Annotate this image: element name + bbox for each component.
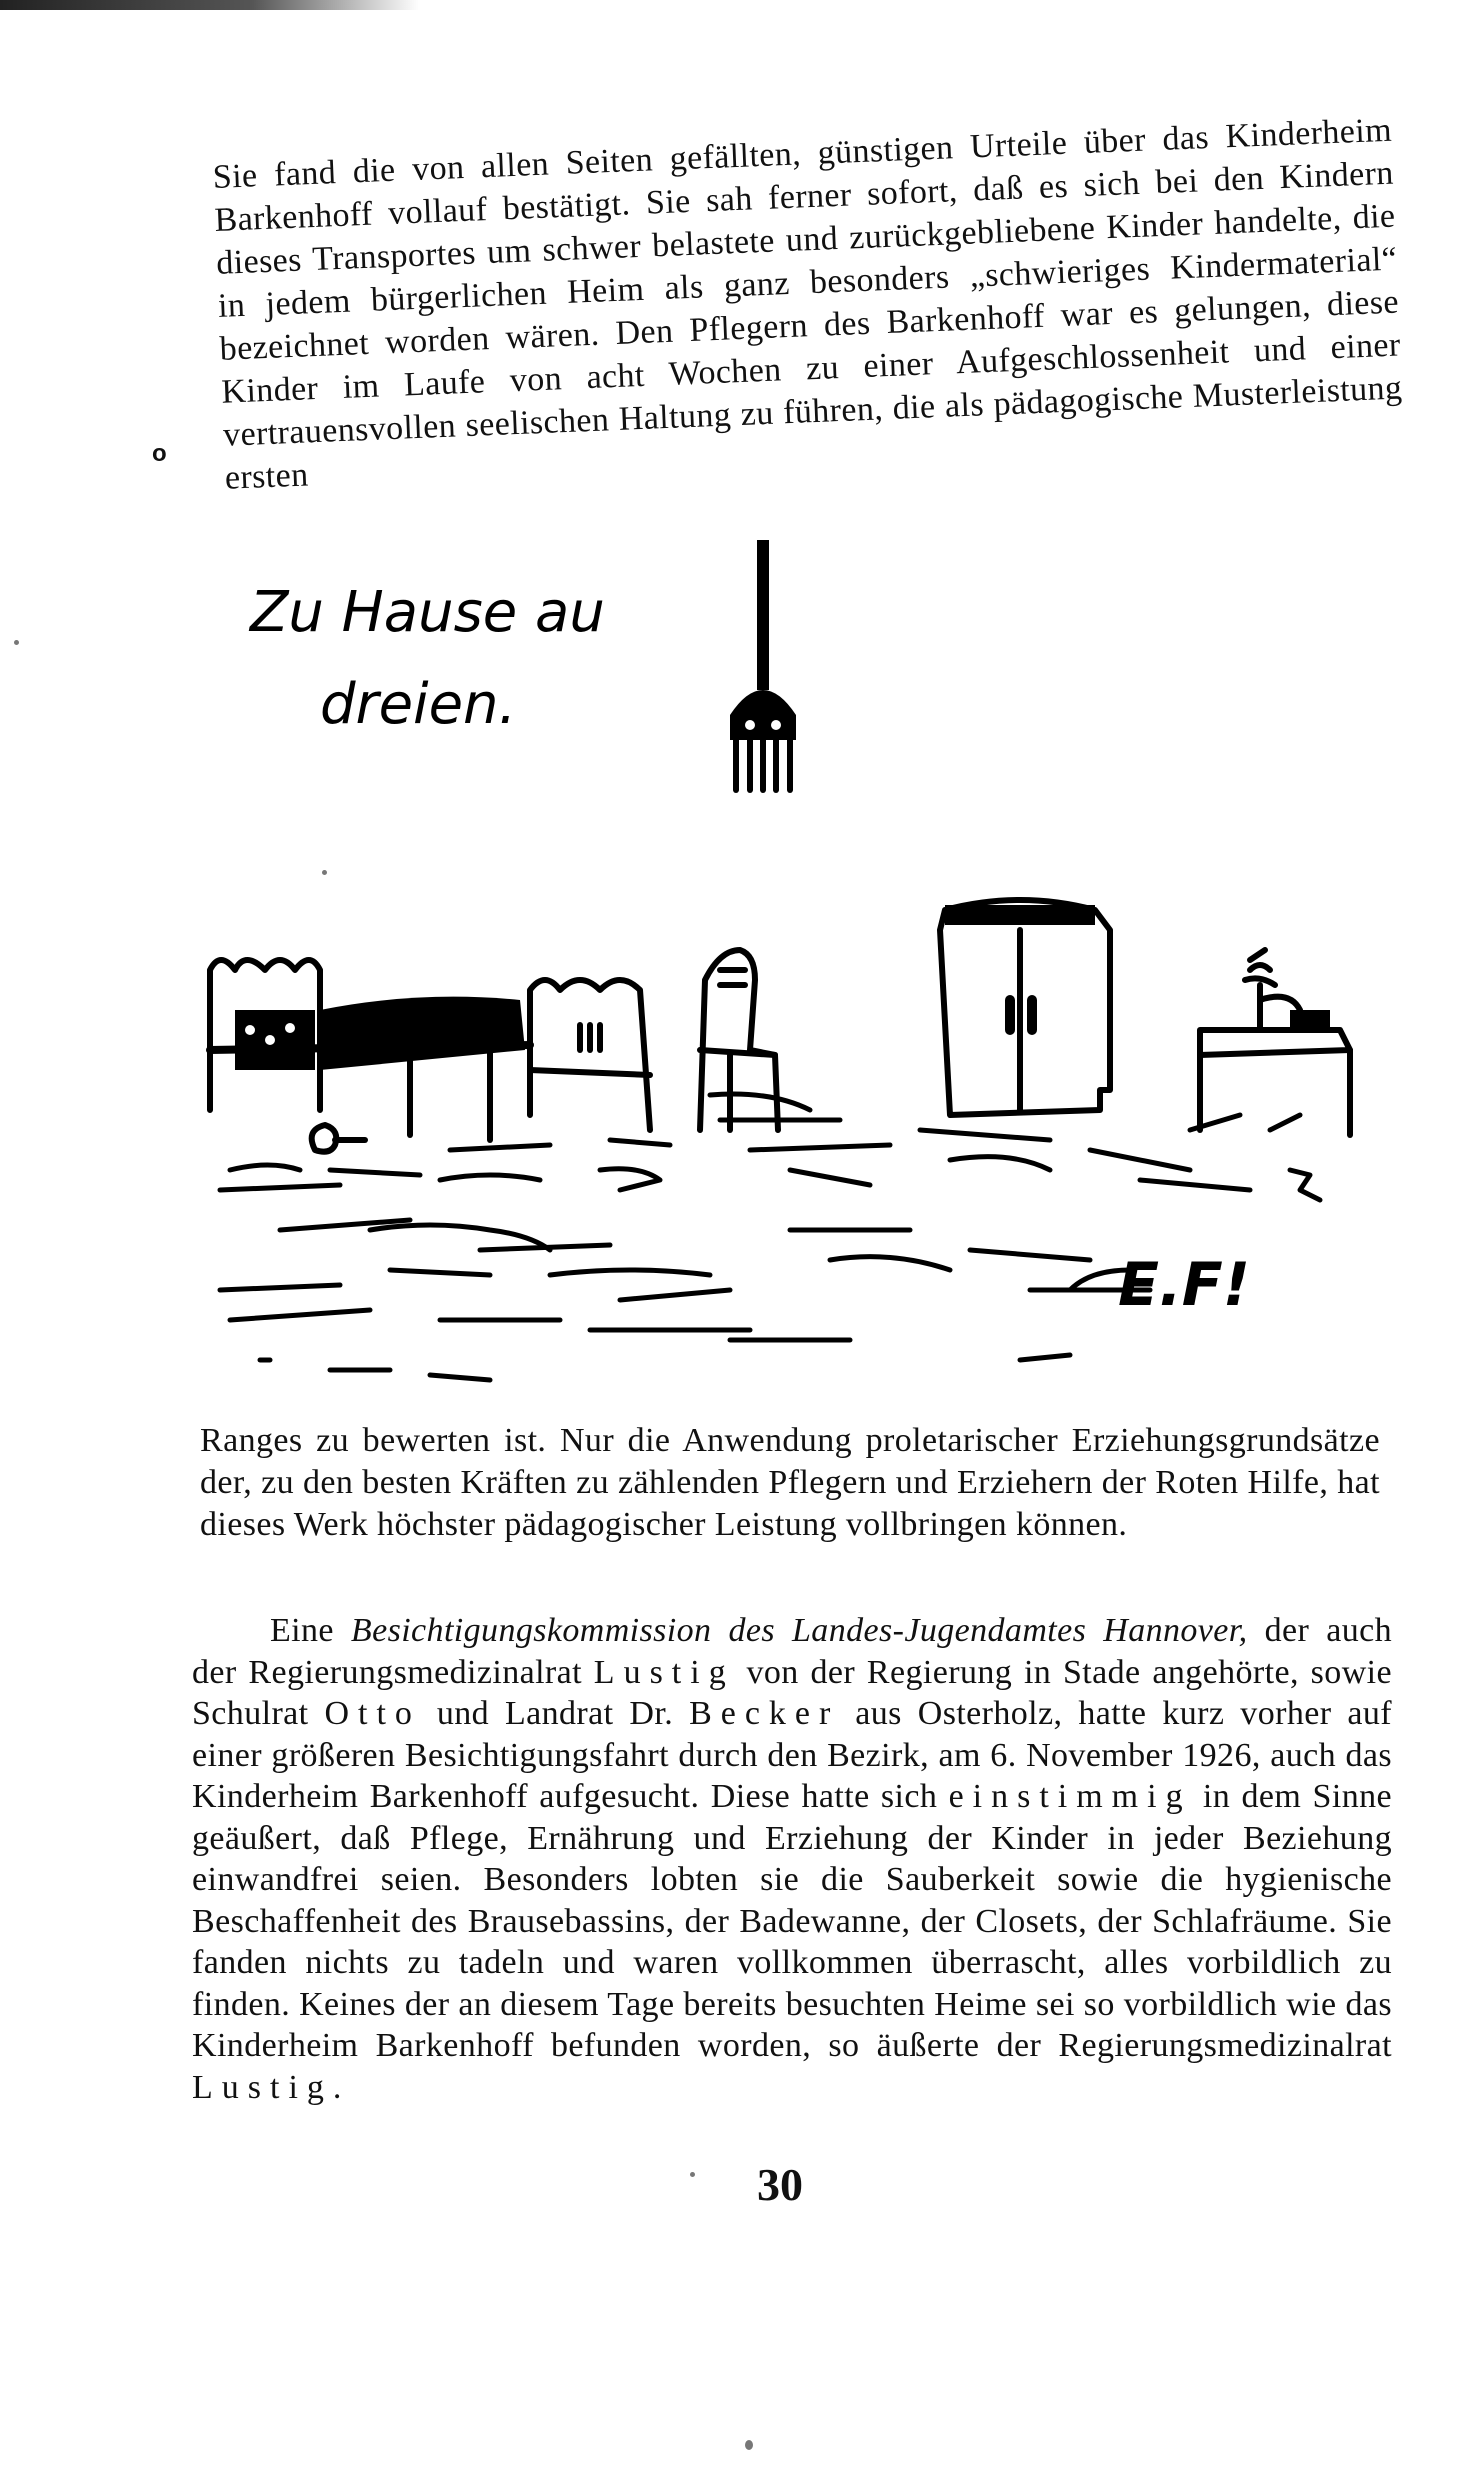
drawing-caption-line1: Zu Hause au xyxy=(250,580,605,645)
text-run: . xyxy=(332,2068,342,2106)
inspection-paragraph xyxy=(192,1610,1392,2108)
table-plant-drawing xyxy=(1200,950,1350,1135)
page-number: 30 xyxy=(757,2159,803,2210)
spaced-name-becker: Becker xyxy=(689,1695,840,1732)
spaced-name-lustig: Lustig xyxy=(593,1653,735,1691)
text-run: Eine xyxy=(270,1612,351,1649)
fork-icon xyxy=(730,540,796,790)
speck xyxy=(690,2172,695,2177)
text-run: aus Osterholz, hatte kurz vorher auf einer größeren Besichtigungsfahrt durch den Bezirk, am 6. November 1926, auch das Kinderheim Barkenhoff aufgesucht. Diese hatte sich xyxy=(192,1695,1392,1815)
text-run: in dem Sinne geäußert, daß Pflege, Ernährung und Erziehung der Kinder in jeder Beziehung einwandfrei seien. Besonders lobten sie die Sauberkeit sowie die hygienische Beschaffenheit des Brausebassins, der Badewanne, der Closets, der Schlafräume. Sie fanden nichts zu tadeln und waren vollkommen überrascht, alles vorbildlich zu finden. Keines der an diesem Tage bereits besuchten Heime sei so vorbildlich wie das Kinderheim Barkenhoff befunden worden, so äußerte der Regierungsmedizinalrat xyxy=(192,1778,1392,2064)
spaced-name-lustig-end: Lustig xyxy=(192,2068,333,2106)
bed-drawing xyxy=(210,960,650,1152)
speck xyxy=(14,640,19,645)
commission-name: Besichtigungskommission des Landes-Jugendamtes Hannover, xyxy=(350,1612,1248,1649)
text-run: von der Regierung in Stade angehörte, sowie Schulrat xyxy=(192,1653,1392,1732)
spaced-name-otto: Otto xyxy=(324,1695,421,1732)
floor-lines xyxy=(220,1094,1320,1380)
text-run: und Landrat Dr. xyxy=(420,1695,690,1732)
drawing-caption-line2: dreien. xyxy=(320,672,517,737)
spaced-word-einstimmig: einstimmig xyxy=(948,1778,1192,1815)
top-paragraph: Sie fand die von allen Seiten gefällten, günstigen Urteile über das Kinderheim Barkenhoff vollauf bestätigt. Sie sah ferner sofort, daß es sich bei den Kindern dieses Transportes um schwer belastete und zurückgebliebene Kinder handelte, die in jedem bürgerlichen Heim als ganz besonders „schwieriges Kindermaterial“ bezeichnet worden wären. Den Pflegern des Barkenhoff war es gelungen, diese Kinder im Laufe von acht Wochen zu einer Aufgeschlossenheit und einer vertrauensvollen seelischen Haltung zu führen, die als pädagogische Musterleistung ersten xyxy=(212,111,1404,497)
scan-edge-shadow xyxy=(0,0,420,10)
margin-mark: o xyxy=(152,440,167,467)
speck xyxy=(745,2440,753,2450)
ranges-paragraph: Ranges zu bewerten ist. Nur die Anwendung proletarischer Erziehungsgrundsätze der, zu den besten Kräften zu zählenden Pflegern und Erziehern der Roten Hilfe, hat dieses Werk höchster pädagogischer Leistung vollbringen können. xyxy=(200,1422,1380,1543)
drawing-signature: E.F! xyxy=(1118,1250,1251,1320)
wardrobe-drawing xyxy=(940,900,1110,1115)
text-run: der auch der Regierungsmedizinalrat xyxy=(192,1612,1392,1691)
chair-drawing xyxy=(700,950,778,1130)
